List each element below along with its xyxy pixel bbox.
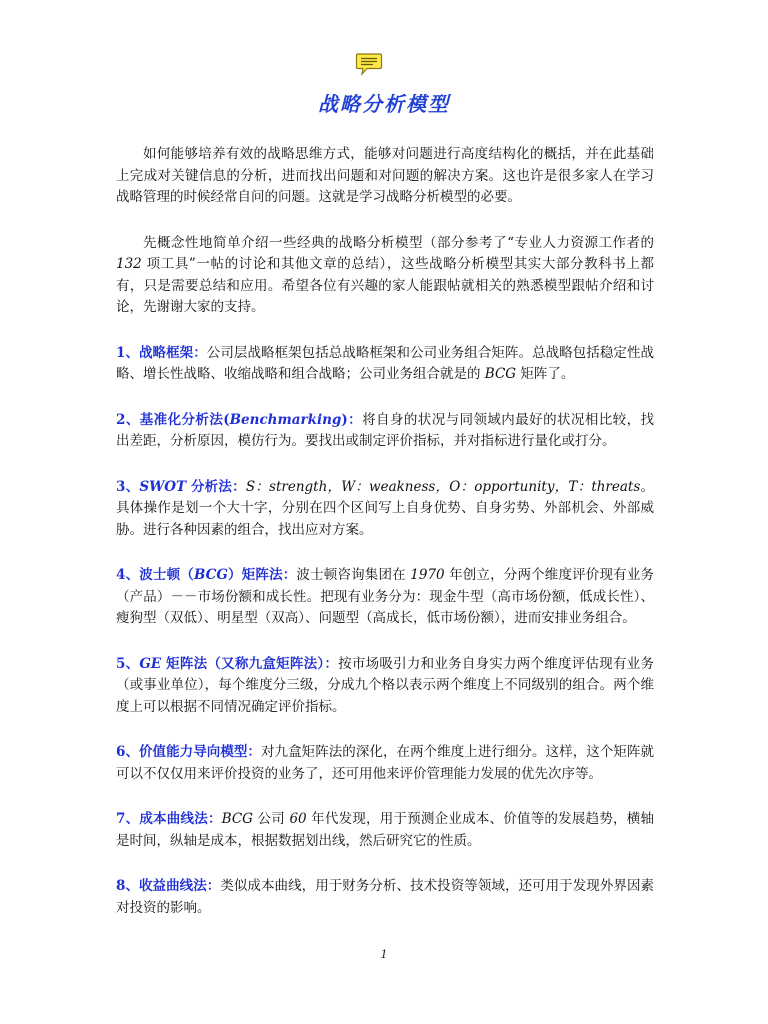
section-3-text-b: 。具体操作是划一个大十字，分别在四个区间写上自身优势、自身劣势、外部机会、外部威胁。进行各种因素的组合，找出应对方案。 [116,478,654,538]
section-1-text-a: 公司层战略框架包括总战略框架和公司业务组合矩阵。总战略包括稳定性战略、增长性战略、收缩战略和组合战略；公司业务组合就是的 [116,344,654,382]
section-5-heading [116,656,338,672]
section-1-heading: 1、战略框架： [116,344,207,361]
section-7-text-c: 年代发现，用于预测企业成本、价值等的发展趋势，横轴是时间，纵轴是成本，根据数据划出线，然后研究它的性质。 [116,811,654,849]
section-1 [116,343,654,386]
intro-p2-part-b: 项工具”一帖的讨论和其他文章的总结），这些战略分析模型其实大部分教科书上都有，只是需要总结和应用。希望各位有兴趣的家人能跟帖就相关的熟悉模型跟帖介绍和讨论，先谢谢大家的支持。 [116,256,654,315]
section-5-text: 按市场吸引力和业务自身实力两个维度评估现有业务（或事业单位），每个维度分三级，分成九个格以表示两个维度上不同级别的组合。两个维度上可以根据不同情况确定评价指标。 [116,655,655,715]
section-3-heading-c: 分析法： [186,478,246,495]
section-5-heading-b: GE [139,655,162,672]
section-2-heading-c: )： [341,411,363,428]
document-body [116,144,654,943]
section-2-heading-b: Benchmarking [229,411,342,428]
section-3-heading [116,479,246,495]
page-number: 1 [380,948,388,961]
intro-p2-number: 132 [116,256,142,272]
section-4-text-a: 波士顿咨询集团在 [296,567,411,583]
section-3-text-a: S：strength，W：weakness，O：opportunity，T：threats [245,478,641,495]
section-1-text-b: BCG [484,366,517,382]
section-3-heading-b: SWOT [139,478,187,495]
section-6-heading: 6、价值能力导向模型： [116,744,261,760]
section-2-text: 将自身的状况与同领域内最好的状况相比较，找出差距，分析原因，模仿行为。要找出或制定评价指标，并对指标进行量化或打分。 [116,411,655,449]
section-2-heading [116,412,362,428]
intro-paragraph-2 [116,233,654,319]
section-4-text-b: 年创立，分两个维度评价现有业务（产品）－－市场份额和成长性。把现有业务分为：现金牛型（高市场份额，低成长性）、瘦狗型（双低）、明星型（双高）、问题型（高成长，低市场份额），进而安排业务组合。 [116,567,655,626]
section-5 [116,654,654,719]
document-title: 战略分析模型 [318,92,450,116]
section-4-year: 1970 [410,567,445,583]
section-8 [116,876,654,919]
intro-paragraph-1: 如何能够培养有效的战略思维方式，能够对问题进行高度结构化的概括，并在此基础上完成对关键信息的分析，进而找出问题和对问题的解决方案。这也许是很多家人在学习战略管理的时候经常自问的问题。这就是学习战略分析模型的必要。 [116,146,654,205]
section-4-heading [116,567,296,583]
section-7-text-a: BCG [221,811,253,827]
intro-p2-part-a: 先概念性地简单介绍一些经典的战略分析模型（部分参考了“专业人力资源工作者的 [143,234,654,251]
section-8-heading: 8、收益曲线法： [116,878,221,894]
section-4-heading-b: BCG [193,567,228,583]
note-icon [355,52,383,76]
section-8-text: 类似成本曲线，用于财务分析、技术投资等领域，还可用于发现外界因素对投资的影响。 [116,878,654,916]
section-7-heading: 7、成本曲线法： [116,811,222,827]
section-2 [116,410,654,453]
section-4-heading-a: 4、波士顿（ [116,567,194,583]
section-7-text-b: 公司 [252,811,290,827]
section-7 [116,809,654,852]
section-7-number: 60 [289,811,307,827]
section-5-heading-a: 5、 [116,655,140,672]
section-4 [116,565,654,630]
section-3 [116,477,654,542]
section-6 [116,742,654,785]
section-2-heading-a: 2、基准化分析法( [116,411,230,428]
section-6-text: 对九盒矩阵法的深化，在两个维度上进行细分。这样，这个矩阵就可以不仅仅用来评价投资的业务了，还可用他来评价管理能力发展的优先次序等。 [116,744,654,782]
section-3-heading-a: 3、 [116,478,140,495]
section-4-heading-c: ）矩阵法： [227,567,297,583]
section-1-text-c: 矩阵了。 [516,366,575,382]
section-5-heading-c: 矩阵法（又称九盒矩阵法）： [161,655,339,672]
